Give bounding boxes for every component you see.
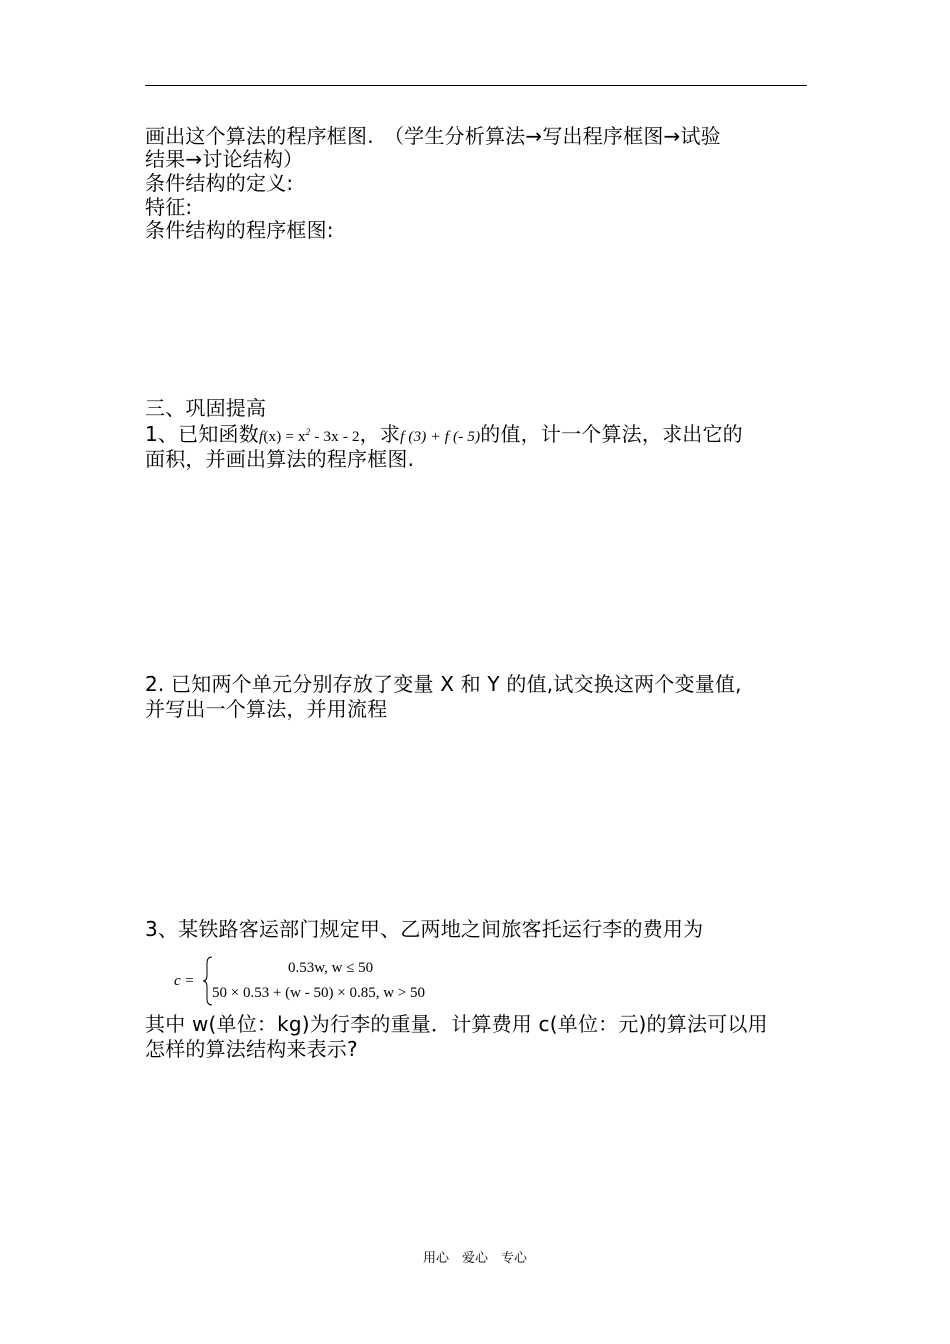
question-1-line-2: 面积，并画出算法的程序框图. xyxy=(145,447,415,471)
flowchart-label: 条件结构的程序框图: xyxy=(145,218,334,242)
question-1-line-1 xyxy=(145,420,743,449)
q1-function: $f(x) = x^2 - 3x - 2$ xyxy=(258,427,360,445)
definition-label: 条件结构的定义: xyxy=(145,171,294,195)
question-2-line-2: 并写出一个算法，并用流程 xyxy=(145,697,388,721)
question-2-line-1: 2. 已知两个单元分别存放了变量 X 和 Y 的值,试交换这两个变量值, xyxy=(145,672,742,696)
q1-prefix: 1、已知函数 xyxy=(145,422,259,446)
question-3-line-2: 其中 w(单位：kg)为行李的重量．计算费用 c(单位：元)的算法可以用 xyxy=(145,1012,768,1036)
formula-lhs: c = xyxy=(174,973,195,989)
section-heading: 三、巩固提高 xyxy=(145,396,267,420)
q1-suffix: 的值，计一个算法，求出它的 xyxy=(480,422,743,446)
formula-case-1: 0.53w, w ≤ 50 xyxy=(288,960,374,976)
formula-case-2: 50 × 0.53 + (w - 50) × 0.85, w > 50 xyxy=(212,985,425,1001)
intro-line-2: 结果→讨论结构） xyxy=(145,147,304,171)
q1-mid: ，求 xyxy=(359,422,401,446)
header-rule xyxy=(145,85,807,86)
q1-expression: f (3) + f (- 5) xyxy=(400,429,481,445)
intro-line-1: 画出这个算法的程序框图. （学生分析算法→写出程序框图→试验 xyxy=(145,124,721,148)
cost-formula xyxy=(172,955,492,1007)
question-3-line-1: 3、某铁路客运部门规定甲、乙两地之间旅客托运行李的费用为 xyxy=(145,917,704,941)
feature-label: 特征: xyxy=(145,195,193,219)
question-3-line-3: 怎样的算法结构来表示? xyxy=(145,1037,358,1061)
page-footer: 用心 爱心 专心 xyxy=(422,1251,527,1266)
